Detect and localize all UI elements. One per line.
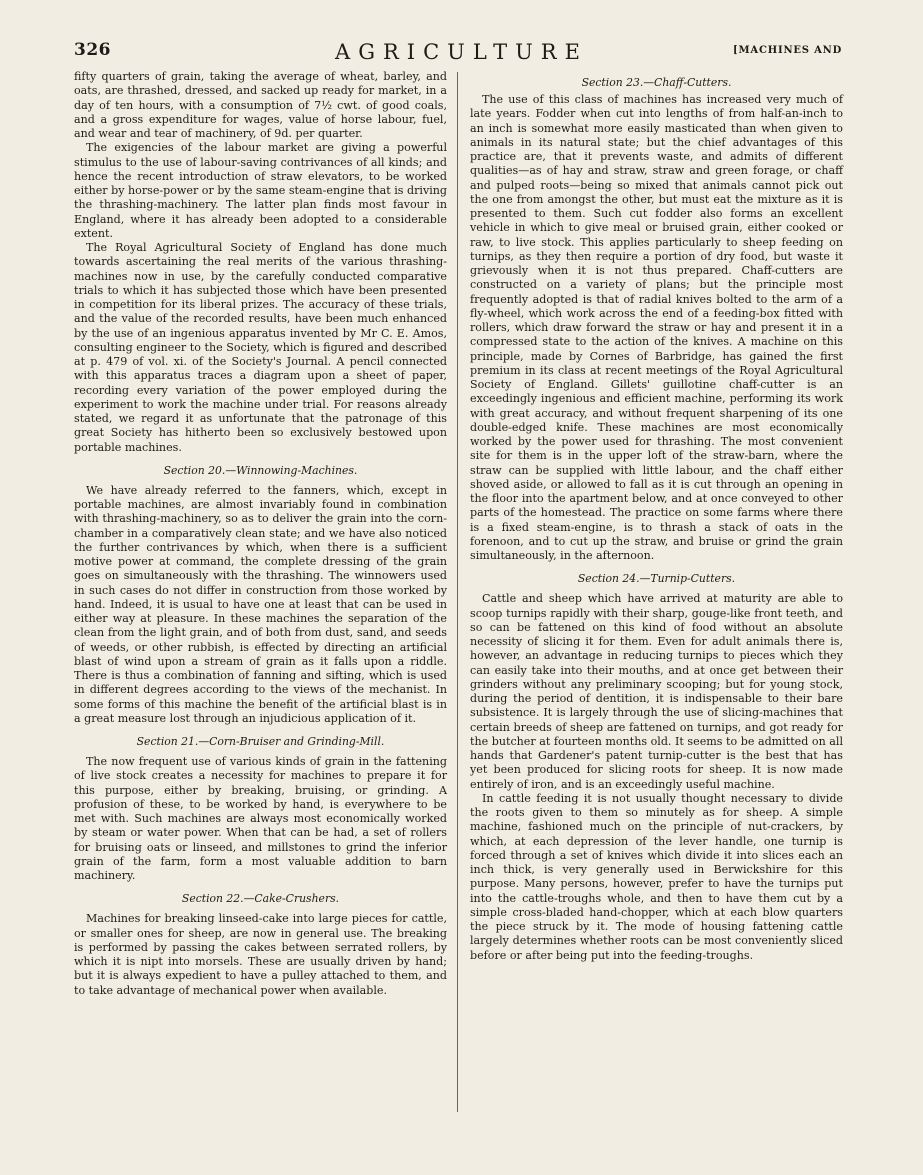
paragraph-corn-bruiser: The now frequent use of various kinds of grain in the fattening of live stock creates a necessity for machines to prepare it for this purpose, either by breaking, bruising, or grinding. A profusion of these, to be worked by hand, is everywhere to be met with. Such machines are always most economically worked by steam or water power. When that can be had, a set of rollers for bruising oats or linseed, and millstones to grind the inferior grain of the farm, form a most valuable addition to barn machinery.	[74, 755, 447, 882]
section-20-heading: Section 20.—Winnowing-Machines.	[163, 463, 358, 477]
section-24-heading: Section 24.—Turnip-Cutters.	[577, 572, 736, 586]
column-divider	[457, 72, 458, 1112]
paragraph-straw-elevators: The exigencies of the labour market are giving a powerful stimulus to the use of labour-saving contrivances of all kinds; and hence the recent introduction of straw elevators, to be worked either by horse-power or by the same steam-engine that is driving the thrashing-machinery. The latter plan finds most favour in England, where it has already been adopted to a considerable extent.	[74, 141, 448, 240]
paragraph-winnowing: We have already referred to the fanners, which, except in portable machines, are almost invariably found in combination with thrashing-machinery, so as to deliver the grain into the corn-chamber in a comparatively clean state; and we have also noticed the further contrivances by which, when there is a sufficient motive power at command, the complete dressing of the grain goes on simultaneously with the thrashing. The winnowers used in such cases do not differ in construction from those worked by hand. Indeed, it is usual to have one at least that can be used in either way at pleasure. In these machines the separation of the clean from the light grain, and of both from dust, sand, and seeds of weeds, or other rubbish, is effected by directing an artificial blast of wind upon a stream of grain as it falls upon a riddle. There is thus a combination of fanning and sifting, which is used in different degrees according to the views of the mechanist. In some forms of this machine the benefit of the artificial blast is in a great measure lost through an injudicious application of it.	[74, 483, 447, 725]
right-column	[470, 76, 843, 963]
paragraph-cattle-feeding: In cattle feeding it is not usually thought necessary to divide the roots given to them so minutely as for sheep. A simple machine, fashioned much on the principle of nut-crackers, by which, at each depression of the lever handle, one turnip is forced through a set of knives which divide it into slices each an inch thick, is very generally used in Berwickshire for this purpose. Many persons, however, prefer to have the turnips put into the cattle-troughs whole, and then to have them cut by a simple cross-bladed hand-chopper, which at each blow quarters the piece struck by it. The mode of housing fattening cattle largely determines whether roots can be most conveniently sliced before or after being put into the feeding-troughs.	[470, 791, 843, 962]
section-22-heading: Section 22.—Cake-Crushers.	[181, 892, 340, 906]
paragraph-thrashing-cost: fifty quarters of grain, taking the average of wheat, barley, and oats, are thrashed, dressed, and sacked up ready for market, in a day of ten hours, with a consumption of 7½ cwt. of good coals, and a gross expenditure for wages, value of horse labour, fuel, and wear and tear of machinery, of 9d. per quarter.	[74, 70, 447, 140]
section-21-heading: Section 21.—Corn-Bruiser and Grinding-Mill.	[136, 735, 385, 748]
page-header	[0, 40, 923, 70]
section-23-heading: Section 23.—Chaff-Cutters.	[581, 76, 732, 89]
paragraph-turnip-cutters: Cattle and sheep which have arrived at maturity are able to scoop turnips rapidly with their sharp, gouge-like front teeth, and so can be fattened on this kind of food without an absolute necessity of slicing it for them. Even for adult animals there is, however, an advantage in reducing turnips to pieces which they can easily take into their mouths, and at once get between their grinders without any preliminary scooping; but for young stock, during the period of dentition, it is indispensable to their bare subsistence. It is largely through the use of slicing-machines that certain breeds of sheep are fattened on turnips, and got ready for the butcher at fourteen months old. It seems to be admitted on all hands that Gardener's patent turnip-cutter is the best that has yet been produced for slicing roots for sheep. It is now made entirely of iron, and is an exceedingly useful machine.	[470, 592, 843, 791]
page-number: 326	[74, 40, 111, 60]
paragraph-chaff-cutters: The use of this class of machines has increased very much of late years. Fodder when cut into lengths of from half-an-inch to an inch is somewhat more easily masticated than when given to animals in its natural state; but the chief advantages of this practice are, that it prevents waste, and admits of different qualities—as of hay and straw, straw and green forage, or chaff and pulped roots—being so mixed that animals cannot pick out the one from amongst the other, but must eat the mixture as it is presented to them. Such cut fodder also forms an excellent vehicle in which to give meal or bruised grain, either cooked or raw, to live stock. This applies particularly to sheep feeding on turnips, as they then require a portion of dry food, but waste it grievously when it is not thus prepared. Chaff-cutters are constructed on a variety of plans; but the principle most frequently adopted is that of radial knives bolted to the arm of a fly-wheel, which work across the end of a feeding-box fitted with rollers, which draw forward the straw or hay and present it in a compressed state to the action of the knives. A machine on this principle, made by Cornes of Barbridge, has gained the first premium in its class at recent meetings of the Royal Agricultural Society of England. Gillets' guillotine chaff-cutter is an exceedingly ingenious and efficient machine, performing its work with great accuracy, and without frequent sharpening of its one double-edged knife. These machines are most economically worked by the power used for thrashing. The most convenient site for them is in the upper loft of the straw-barn, where the straw can be supplied with little labour, and the chaff either shoved aside, or allowed to fall as it is cut through an opening in the floor into the apartment below, and at once conveyed to other parts of the homestead. The practice on some farms where there is a fixed steam-engine, is to thrash a stack of oats in the forenoon, and to cut up the straw, and bruise or grind the grain simultaneously, in the afternoon.	[470, 93, 843, 562]
paragraph-cake-crushers: Machines for breaking linseed-cake into large pieces for cattle, or smaller ones for sheep, are now in general use. The breaking is performed by passing the cakes between serrated rollers, by which it is nipt into morsels. These are usually driven by hand; but it is always expedient to have a pulley attached to them, and to take advantage of mechanical power when available.	[74, 912, 447, 997]
paragraph-royal-society-trials: The Royal Agricultural Society of England has done much towards ascertaining the real merits of the various thrashing-machines now in use, by the carefully conducted comparative trials to which it has subjected those which have been presented in competition for its liberal prizes. The accuracy of these trials, and the value of the recorded results, have been much enhanced by the use of an ingenious apparatus invented by Mr C. E. Amos, consulting engineer to the Society, which is figured and described at p. 479 of vol. xi. of the Society's Journal. A pencil connected with this apparatus traces a diagram upon a sheet of paper, recording every variation of the power employed during the experiment to work the machine under trial. For reasons already stated, we regard it as unfortunate that the patronage of this great Society has hitherto been so exclusively bestowed upon portable machines.	[74, 241, 447, 454]
running-head-right: [MACHINES AND	[733, 45, 843, 56]
left-column	[74, 70, 447, 998]
running-title: AGRICULTURE	[335, 40, 588, 64]
